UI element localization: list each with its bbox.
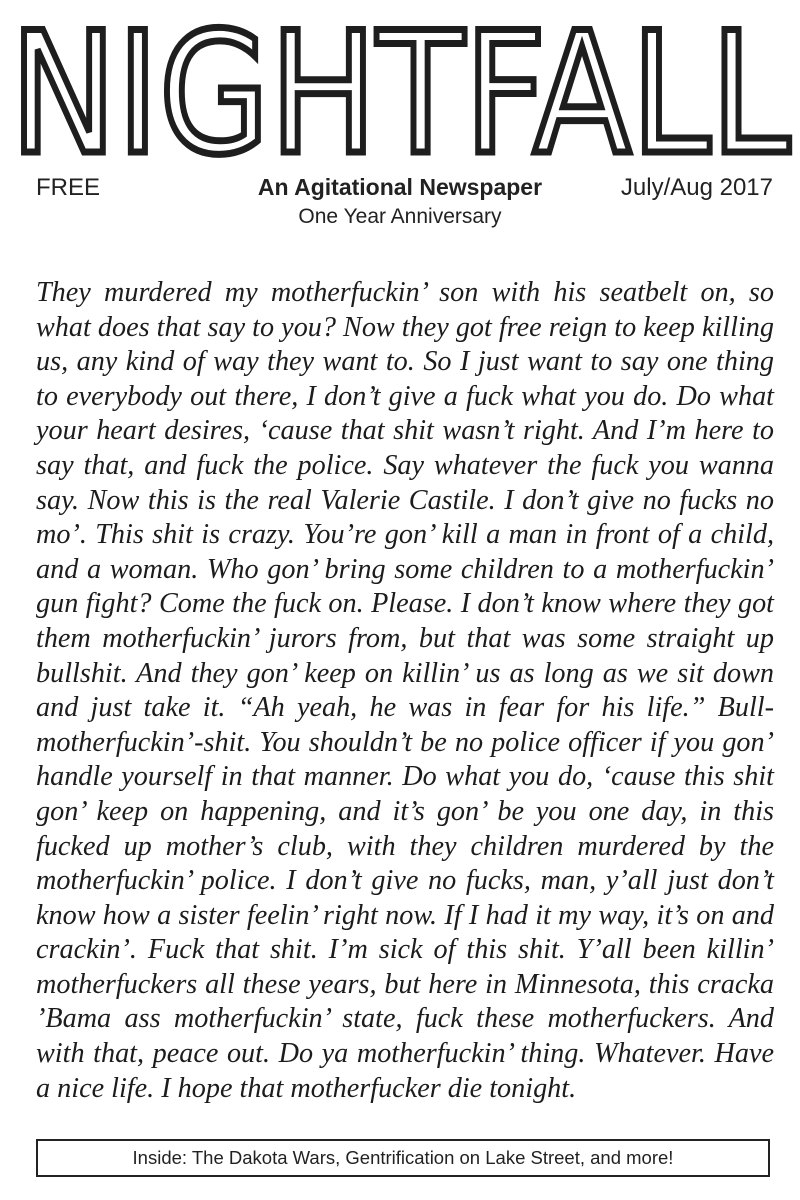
masthead-subhead	[0, 172, 800, 232]
price-label: FREE	[36, 174, 101, 201]
issue-date: July/Aug 2017	[620, 174, 773, 201]
tagline: An Agitational Newspaper	[257, 174, 543, 200]
inside-contents-box	[36, 1139, 770, 1177]
edition-label: One Year Anniversary	[298, 205, 502, 228]
masthead-logo	[0, 2, 800, 170]
inside-contents-text: Inside: The Dakota Wars, Gentrification on Lake Street, and more!	[132, 1147, 674, 1168]
masthead-title: NIGHTFALL	[10, 2, 790, 170]
masthead	[0, 2, 800, 170]
quote-text: They murdered my motherfuckin’ son with his seatbelt on, so what does that say to you? Now they got free reign to keep killing us, any kind of way they want to. So I just want to say one thing to everybody out there, I don’t give a fuck what you do. Do what your heart desires, ‘cause that shit wasn’t right. And I’m here to say that, and fuck the police. Say whatever the fuck you wanna say. Now this is the real Valerie Castile. I don’t give no fucks no mo’. This shit is crazy. You’re gon’ kill a man in front of a child, and a woman. Who gon’ bring some children to a motherfuckin’ gun fight? Come the fuck on. Please. I don’t know where they got them motherfuckin’ jurors from, but that was some straight up bullshit. And they gon’ keep on killin’ us as long as we sit down and just take it. “Ah yeah, he was in fear for his life.” Bull-motherfuckin’-shit. You shouldn’t be no police officer if you gon’ handle yourself in that manner. Do what you do, ‘cause this shit gon’ keep on happening, and it’s gon’ be you one day, in this fucked up mother’s club, with they children murdered by the motherfuckin’ police. I don’t give no fucks, man, y’all just don’t know how a sister feelin’ right now. If I had it my way, it’s on and crackin’. Fuck that shit. I’m sick of this shit. Y’all been killin’ motherfuckers all these years, but here in Minnesota, this cracka ’Bama ass motherfuckin’ state, fuck these motherfuckers. And with that, peace out. Do ya motherfuckin’ thing. Whatever. Have a nice life. I hope that motherfucker die tonight.	[36, 277, 774, 1104]
